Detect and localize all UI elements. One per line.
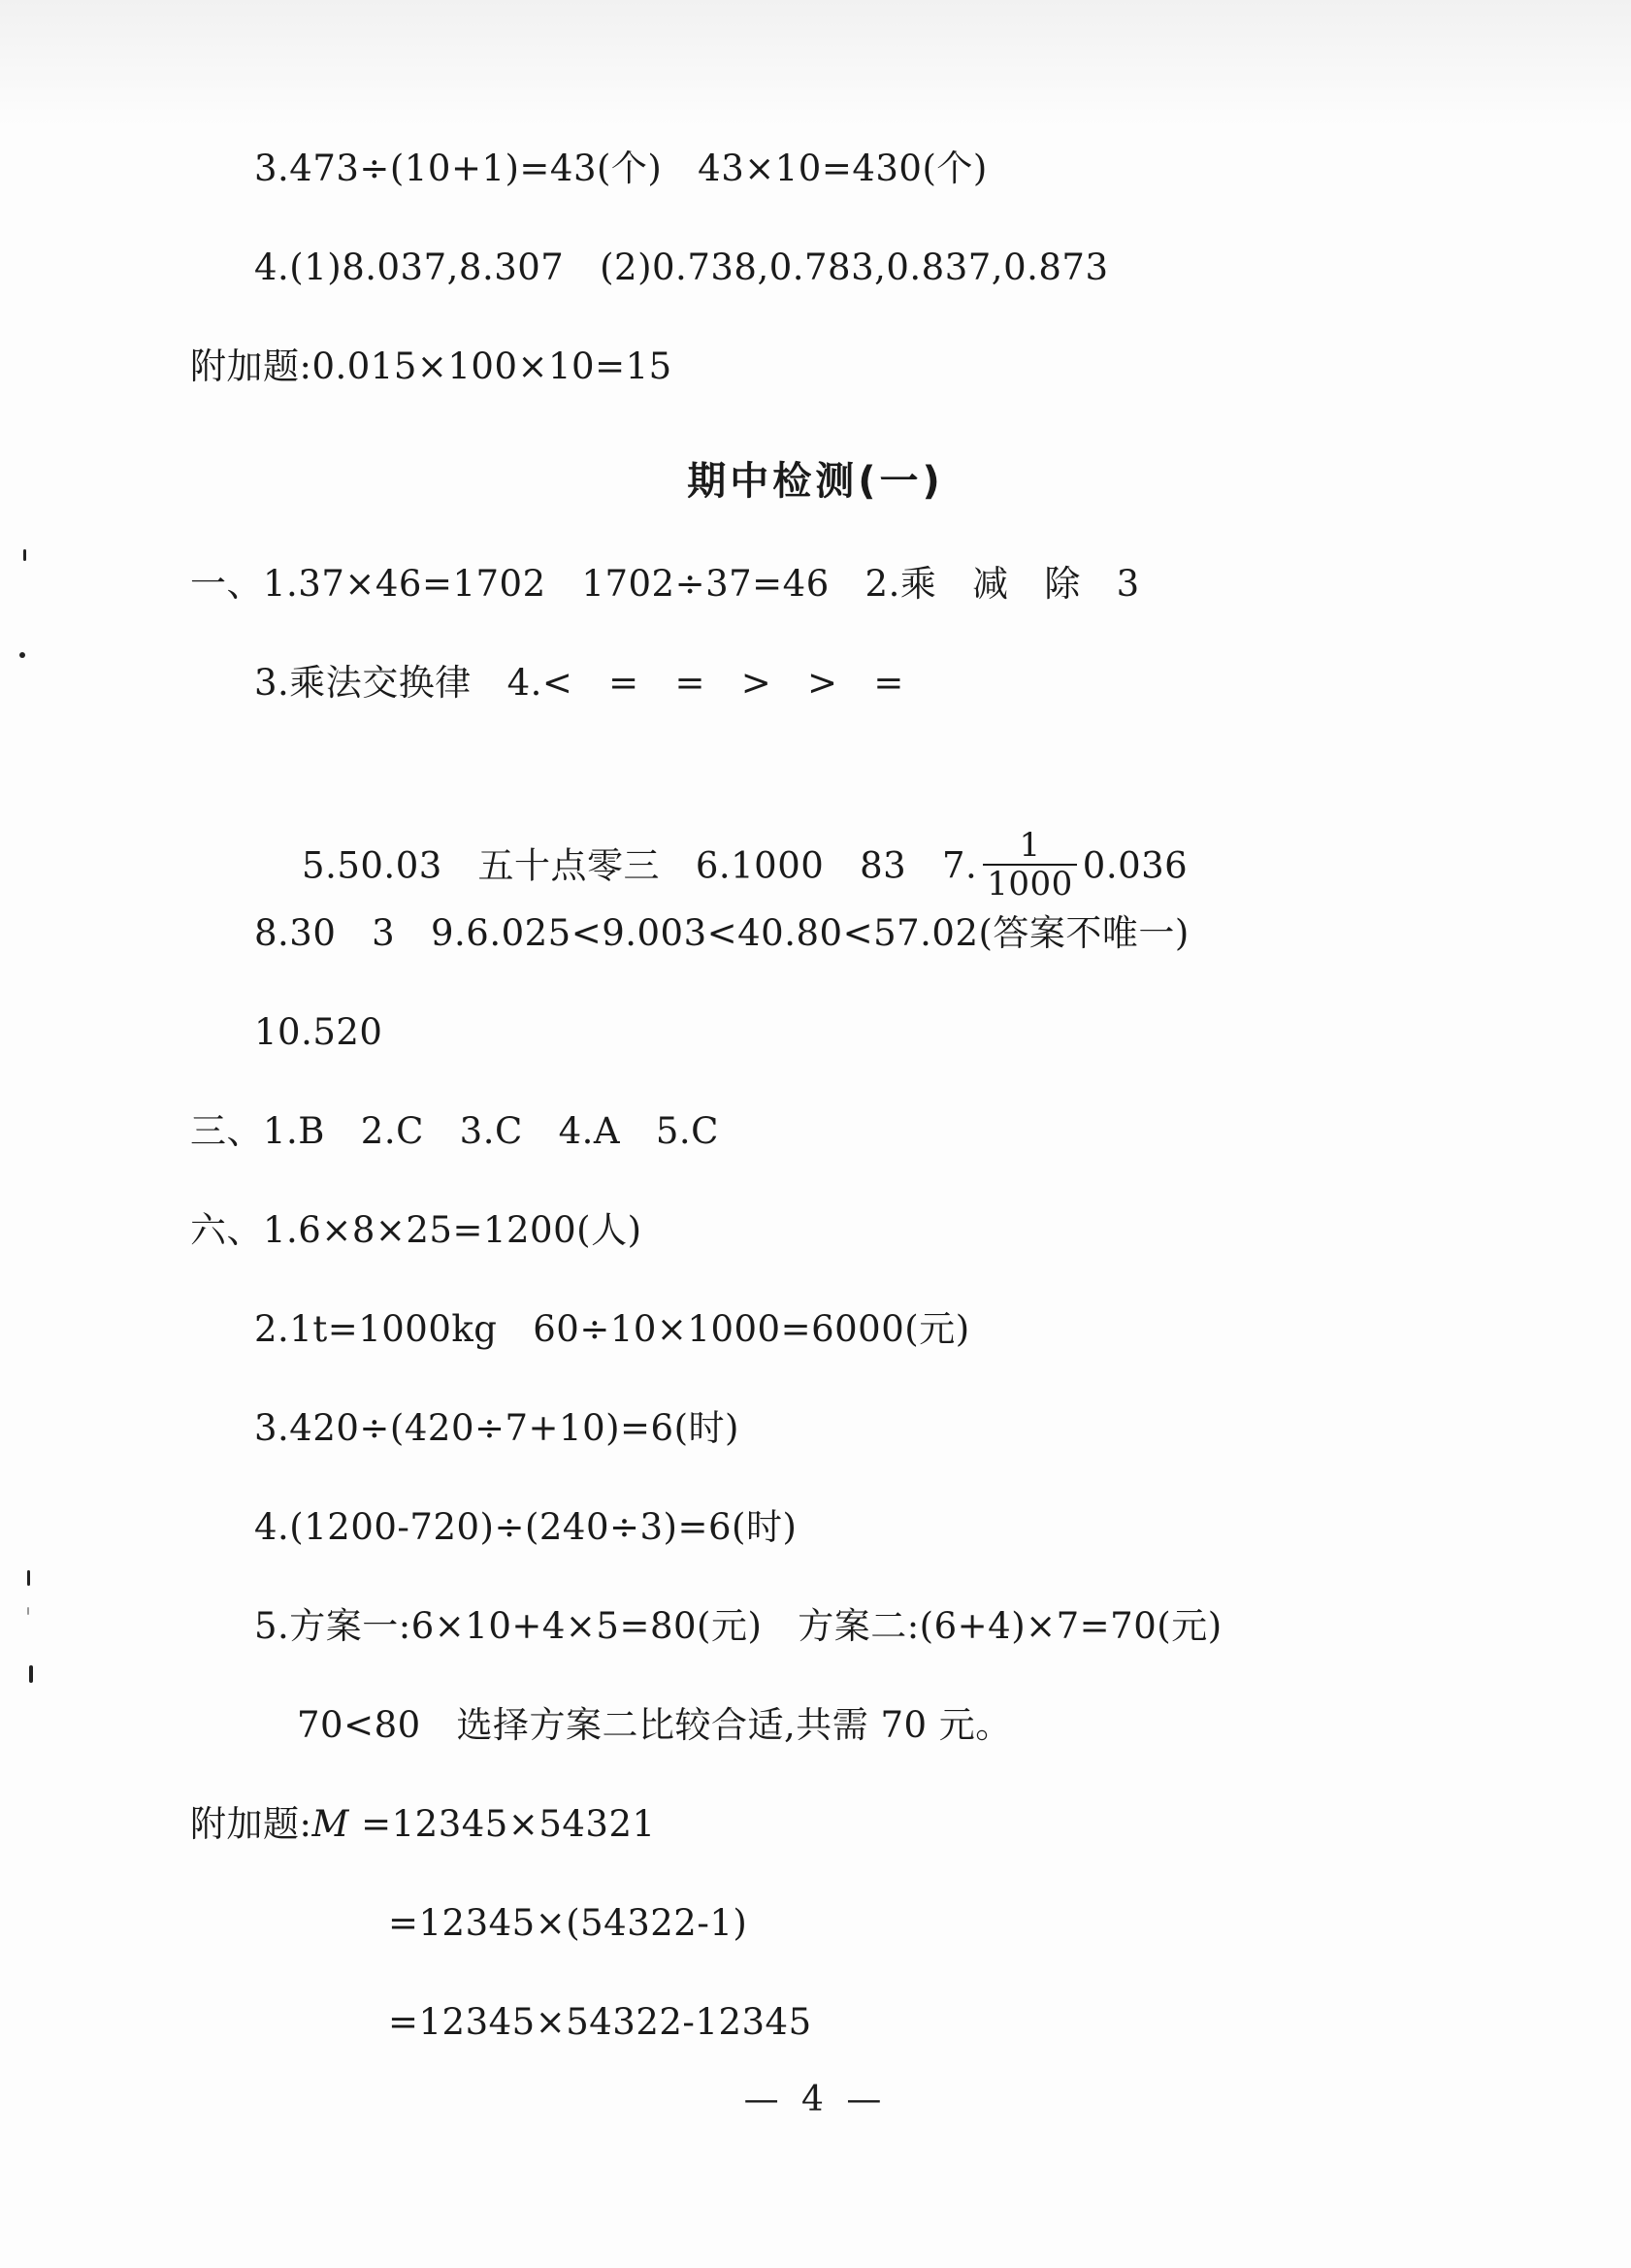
- part-six-line-3: 3.420÷(420÷7+10)=6(时): [254, 1407, 739, 1449]
- part-one-line-3: 3.乘法交换律 4.< = = > > =: [254, 662, 904, 704]
- extra-question-step-3: =12345×54322-12345: [388, 2001, 812, 2043]
- part-six-line-1: 六、1.6×8×25=1200(人): [190, 1209, 642, 1251]
- fraction-denominator: 1000: [987, 865, 1073, 904]
- scan-speck: [29, 1665, 33, 1683]
- extra-question-step-2: =12345×(54322-1): [388, 1902, 748, 1944]
- part-one-line-10: 10.520: [254, 1011, 383, 1053]
- scan-speck: [23, 549, 26, 561]
- part-six-line-4: 4.(1200-720)÷(240÷3)=6(时): [254, 1506, 798, 1548]
- scan-speck: [27, 1607, 29, 1615]
- part-three-line-1: 三、1.B 2.C 3.C 4.A 5.C: [190, 1110, 719, 1152]
- extra-question-step-1: =12345×54321: [348, 1803, 656, 1845]
- fraction: [983, 827, 1077, 903]
- extra-question-answer: 附加题:0.015×100×10=15: [190, 345, 672, 387]
- answer-line-3: 3.473÷(10+1)=43(个) 43×10=430(个): [254, 148, 988, 189]
- section-title: 期中检测(一): [687, 459, 944, 504]
- page-number: — 4 —: [743, 2080, 888, 2120]
- scan-shadow: [0, 0, 1631, 126]
- extra-question-label: 附加题:: [190, 1803, 312, 1845]
- part-six-line-5-continued: 70<80 选择方案二比较合适,共需 70 元。: [297, 1704, 1012, 1746]
- part-six-line-2: 2.1t=1000kg 60÷10×1000=6000(元): [254, 1308, 970, 1350]
- part-one-line-8: 8.30 3 9.6.025<9.003<40.80<57.02(答案不唯一): [254, 912, 1190, 954]
- extra-question-line-1: [190, 1801, 656, 1848]
- part-one-line-5-after: 0.036: [1082, 844, 1189, 887]
- part-six-line-5: 5.方案一:6×10+4×5=80(元) 方案二:(6+4)×7=70(元): [254, 1605, 1223, 1647]
- part-one-line-5-text: 5.50.03 五十点零三 6.1000 83 7.: [302, 844, 978, 887]
- fraction-numerator: 1: [983, 827, 1077, 866]
- scan-speck: [27, 1570, 30, 1586]
- scan-speck: [19, 652, 25, 658]
- answer-line-4: 4.(1)8.037,8.307 (2)0.738,0.783,0.837,0.873: [254, 247, 1109, 288]
- variable-m: M: [311, 1803, 349, 1845]
- part-one-line-1: 一、1.37×46=1702 1702÷37=46 2.乘 减 除 3: [190, 563, 1140, 605]
